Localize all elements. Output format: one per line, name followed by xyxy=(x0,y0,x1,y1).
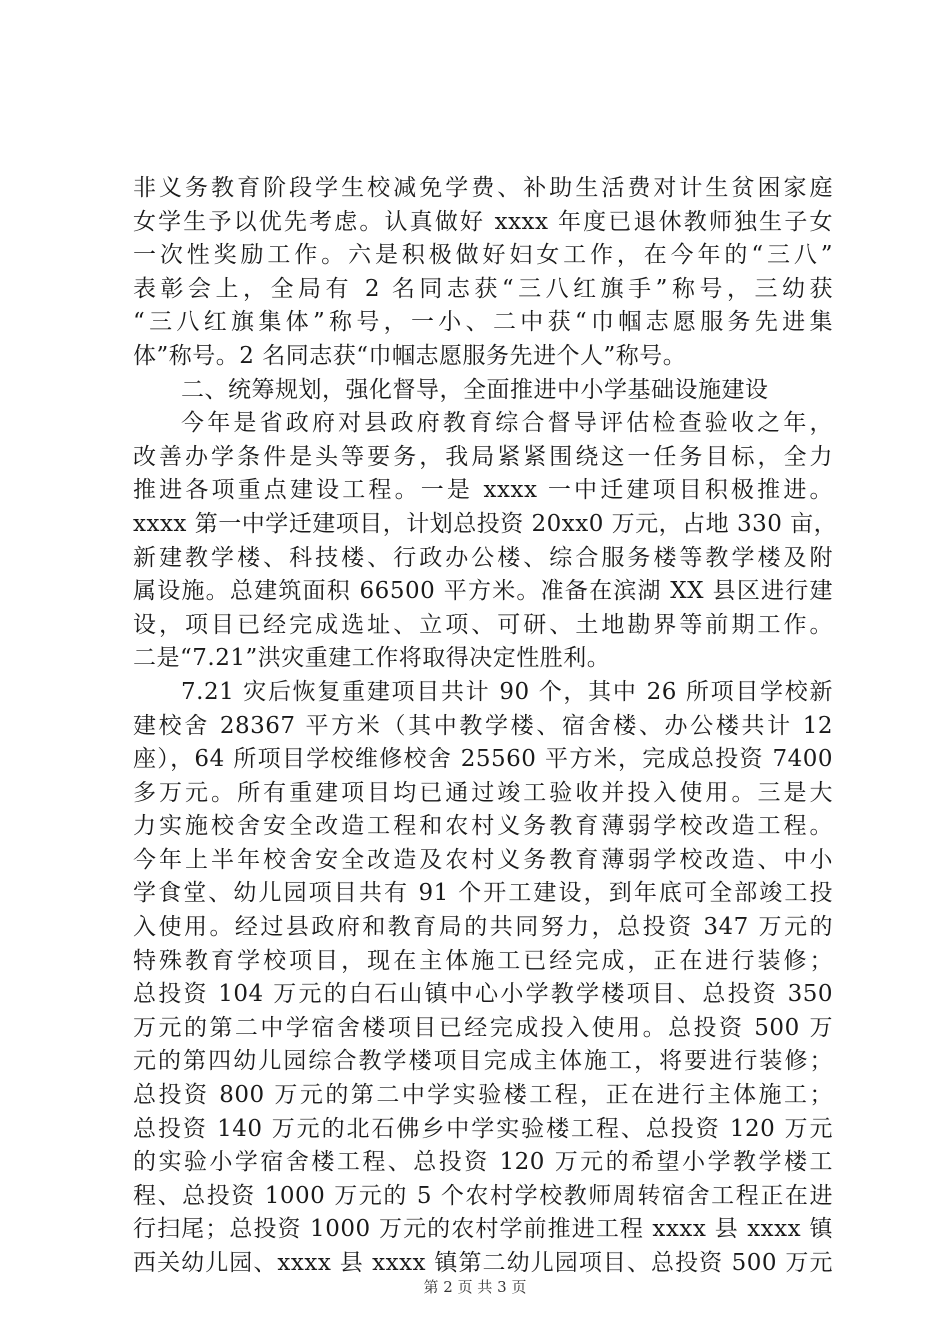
page-footer: 第 2 页 共 3 页 xyxy=(423,1278,527,1296)
text-line: 体”称号。2 名同志获“巾帼志愿服务先进个人”称号。 xyxy=(133,342,687,369)
text-line: 万元的第二中学宿舍楼项目已经完成投入使用。总投资 500 万 xyxy=(133,1014,833,1041)
text-line: 新建教学楼、科技楼、行政办公楼、综合服务楼等教学楼及附 xyxy=(133,544,833,571)
text-line: 7.21 灾后恢复重建项目共计 90 个，其中 26 所项目学校新 xyxy=(181,678,833,705)
text-line: 女学生予以优先考虑。认真做好 xxxx 年度已退休教师独生子女 xyxy=(133,208,833,235)
text-line: 程、总投资 1000 万元的 5 个农村学校教师周转宿舍工程正在进 xyxy=(133,1182,833,1209)
text-line: 今年上半年校舍安全改造及农村义务教育薄弱学校改造、中小 xyxy=(133,846,833,873)
text-line: 座），64 所项目学校维修校舍 25560 平方米，完成总投资 7400 xyxy=(133,746,833,773)
text-line: 总投资 800 万元的第二中学实验楼工程，正在进行主体施工； xyxy=(133,1082,833,1109)
text-line: 二是“7.21”洪灾重建工作将取得决定性胜利。 xyxy=(133,645,611,672)
text-line: 今年是省政府对县政府教育综合督导评估检查验收之年， xyxy=(181,410,833,437)
text-line: 的实验小学宿舍楼工程、总投资 120 万元的希望小学教学楼工 xyxy=(133,1149,833,1176)
text-line: 西关幼儿园、xxxx 县 xxxx 镇第二幼儿园项目、总投资 500 万元 xyxy=(133,1250,833,1276)
text-line: 总投资 104 万元的白石山镇中心小学教学楼项目、总投资 350 xyxy=(133,981,833,1008)
text-line: 建校舍 28367 平方米（其中教学楼、宿舍楼、办公楼共计 12 xyxy=(133,712,833,739)
text-line: 学食堂、幼儿园项目共有 91 个开工建设，到年底可全部竣工投 xyxy=(133,880,833,907)
text-line: 元的第四幼儿园综合教学楼项目完成主体施工，将要进行装修； xyxy=(133,1048,833,1075)
text-line: 总投资 140 万元的北石佛乡中学实验楼工程、总投资 120 万元 xyxy=(133,1115,833,1142)
text-line: 特殊教育学校项目，现在主体施工已经完成，正在进行装修； xyxy=(133,947,833,974)
text-line: 入使用。经过县政府和教育局的共同努力，总投资 347 万元的 xyxy=(133,914,833,941)
text-line: 非义务教育阶段学生校减免学费、补助生活费对计生贫困家庭 xyxy=(133,175,833,201)
text-line: 多万元。所有重建项目均已通过竣工验收并投入使用。三是大 xyxy=(133,779,833,806)
text-line: 力实施校舍安全改造工程和农村义务教育薄弱学校改造工程。 xyxy=(133,813,833,840)
text-line: 推进各项重点建设工程。一是 xxxx 一中迁建项目积极推进。 xyxy=(133,477,833,504)
text-line: “三八红旗集体”称号，一小、二中获“巾帼志愿服务先进集 xyxy=(133,309,833,336)
text-line: 改善办学条件是头等要务，我局紧紧围绕这一任务目标，全力 xyxy=(133,443,833,470)
text-line: 一次性奖励工作。六是积极做好妇女工作，在今年的“三八” xyxy=(133,242,833,269)
text-line: 二、统筹规划，强化督导，全面推进中小学基础设施建设 xyxy=(181,376,769,403)
text-line: 设，项目已经完成选址、立项、可研、土地勘界等前期工作。 xyxy=(133,611,833,638)
text-line: 行扫尾；总投资 1000 万元的农村学前推进工程 xxxx 县 xxxx 镇 xyxy=(133,1216,833,1243)
text-line: xxxx 第一中学迁建项目，计划总投资 20xx0 万元，占地 330 亩， xyxy=(133,510,838,537)
body-text xyxy=(133,172,838,1281)
text-line: 属设施。总建筑面积 66500 平方米。准备在滨湖 XX 县区进行建 xyxy=(133,578,833,605)
text-line: 表彰会上，全局有 2 名同志获“三八红旗手”称号，三幼获 xyxy=(133,275,833,302)
